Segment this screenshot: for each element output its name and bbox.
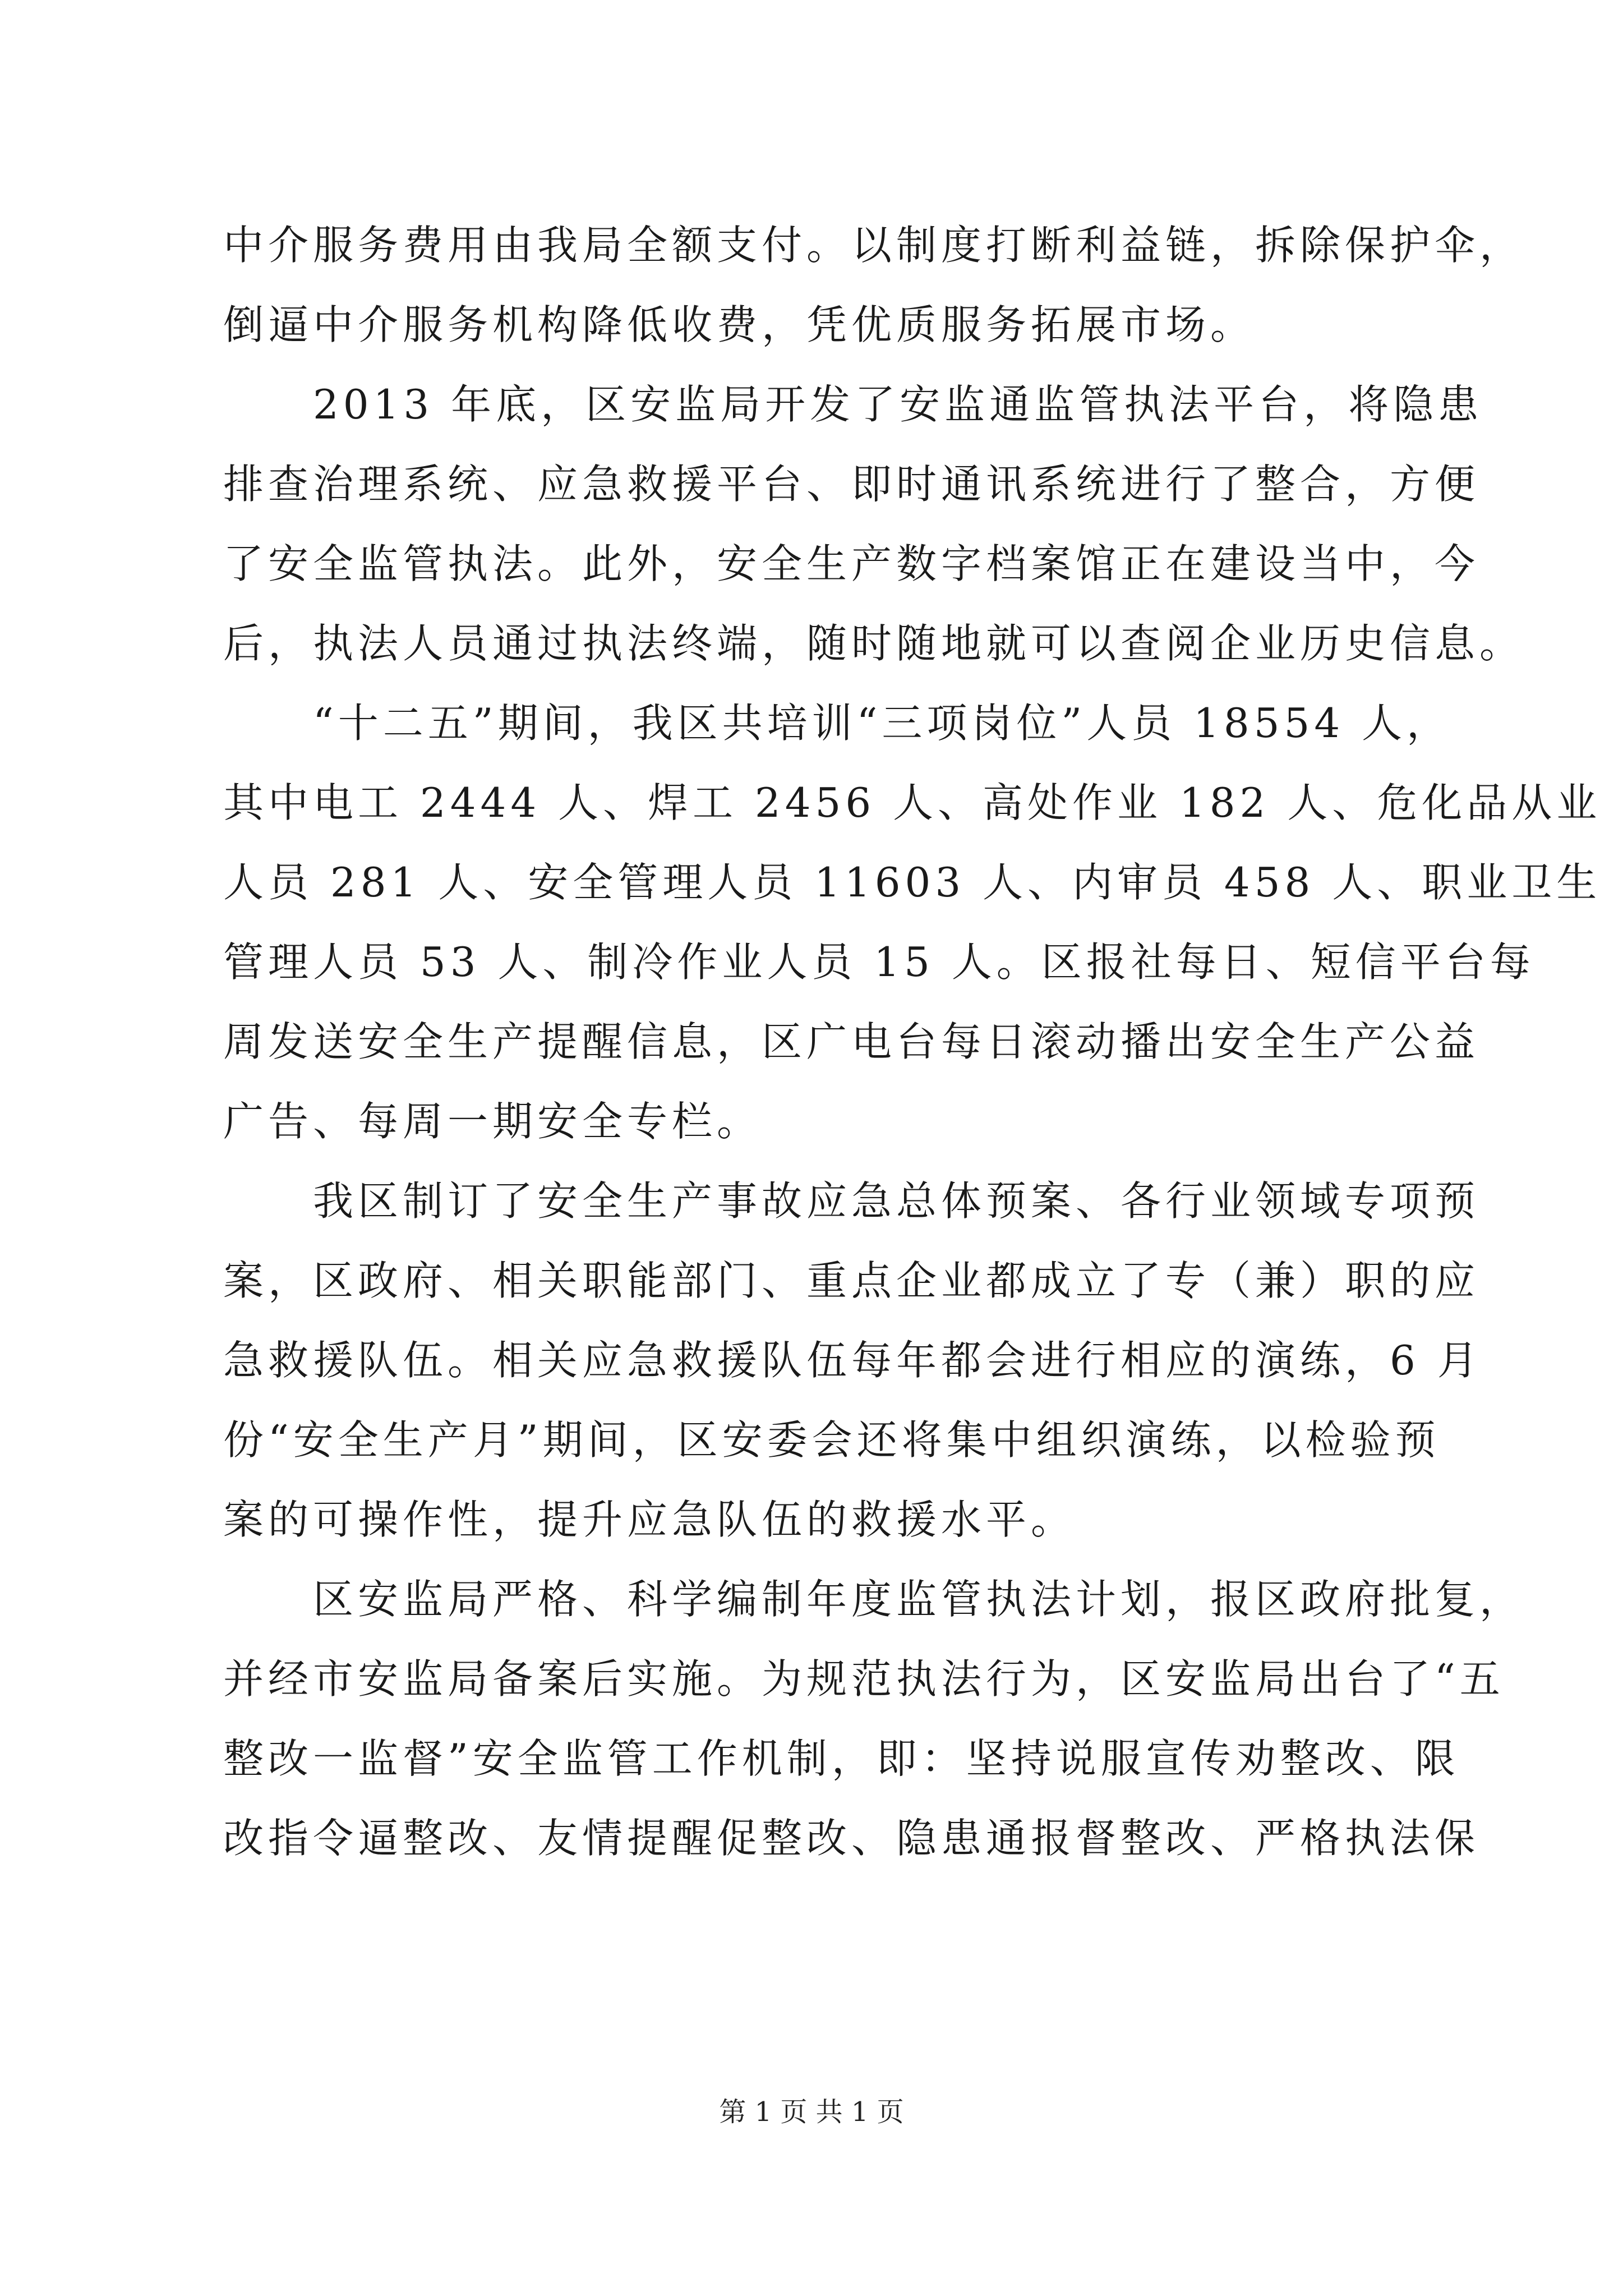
paragraph-start-line: “十二五”期间，我区共培训“三项岗位”人员 18554 人， — [313, 700, 1452, 747]
paragraph-start-line: 区安监局严格、科学编制年度监管执法计划，报区政府批复， — [313, 1576, 1525, 1623]
page-footer — [0, 2095, 1623, 2129]
text-line: 周发送安全生产提醒信息，区广电台每日滚动播出安全生产公益 — [223, 1018, 1480, 1065]
text-line: 后，执法人员通过执法终端，随时随地就可以查阅企业历史信息。 — [223, 620, 1525, 667]
text-line: 份“安全生产月”期间，区安委会还将集中组织演练，以检验预 — [223, 1416, 1440, 1464]
text-line: 并经市安监局备案后实施。为规范执法行为，区安监局出台了“五 — [223, 1655, 1505, 1703]
text-line: 排查治理系统、应急救援平台、即时通讯系统进行了整合，方便 — [223, 461, 1480, 508]
text-line: 倒逼中介服务机构降低收费，凭优质服务拓展市场。 — [223, 301, 1256, 348]
text-line: 管理人员 53 人、制冷作业人员 15 人。区报社每日、短信平台每 — [223, 938, 1535, 986]
text-line: 案的可操作性，提升应急队伍的救援水平。 — [223, 1496, 1076, 1543]
page-number: 第 1 页 共 1 页 — [719, 2096, 904, 2128]
text-line: 改指令逼整改、友情提醒促整改、隐患通报督整改、严格执法保 — [223, 1815, 1480, 1862]
text-line: 中介服务费用由我局全额支付。以制度打断利益链，拆除保护伞， — [223, 222, 1525, 269]
paragraph-start-line: 我区制订了安全生产事故应急总体预案、各行业领域专项预 — [313, 1177, 1480, 1225]
text-line: 了安全监管执法。此外，安全生产数字档案馆正在建设当中，今 — [223, 540, 1480, 587]
text-line: 整改一监督”安全监管工作机制，即：坚持说服宣传劝整改、限 — [223, 1735, 1460, 1782]
text-line: 人员 281 人、安全管理人员 11603 人、内审员 458 人、职业卫生 — [223, 859, 1602, 906]
paragraph-start-line: 2013 年底，区安监局开发了安监通监管执法平台，将隐患 — [313, 381, 1483, 428]
text-line: 急救援队伍。相关应急救援队伍每年都会进行相应的演练，6 月 — [223, 1337, 1482, 1384]
text-line: 案，区政府、相关职能部门、重点企业都成立了专（兼）职的应 — [223, 1257, 1480, 1304]
text-line: 广告、每周一期安全专栏。 — [223, 1098, 762, 1145]
text-line: 其中电工 2444 人、焊工 2456 人、高处作业 182 人、危化品从业 — [223, 779, 1602, 826]
document-body — [223, 205, 1602, 1878]
